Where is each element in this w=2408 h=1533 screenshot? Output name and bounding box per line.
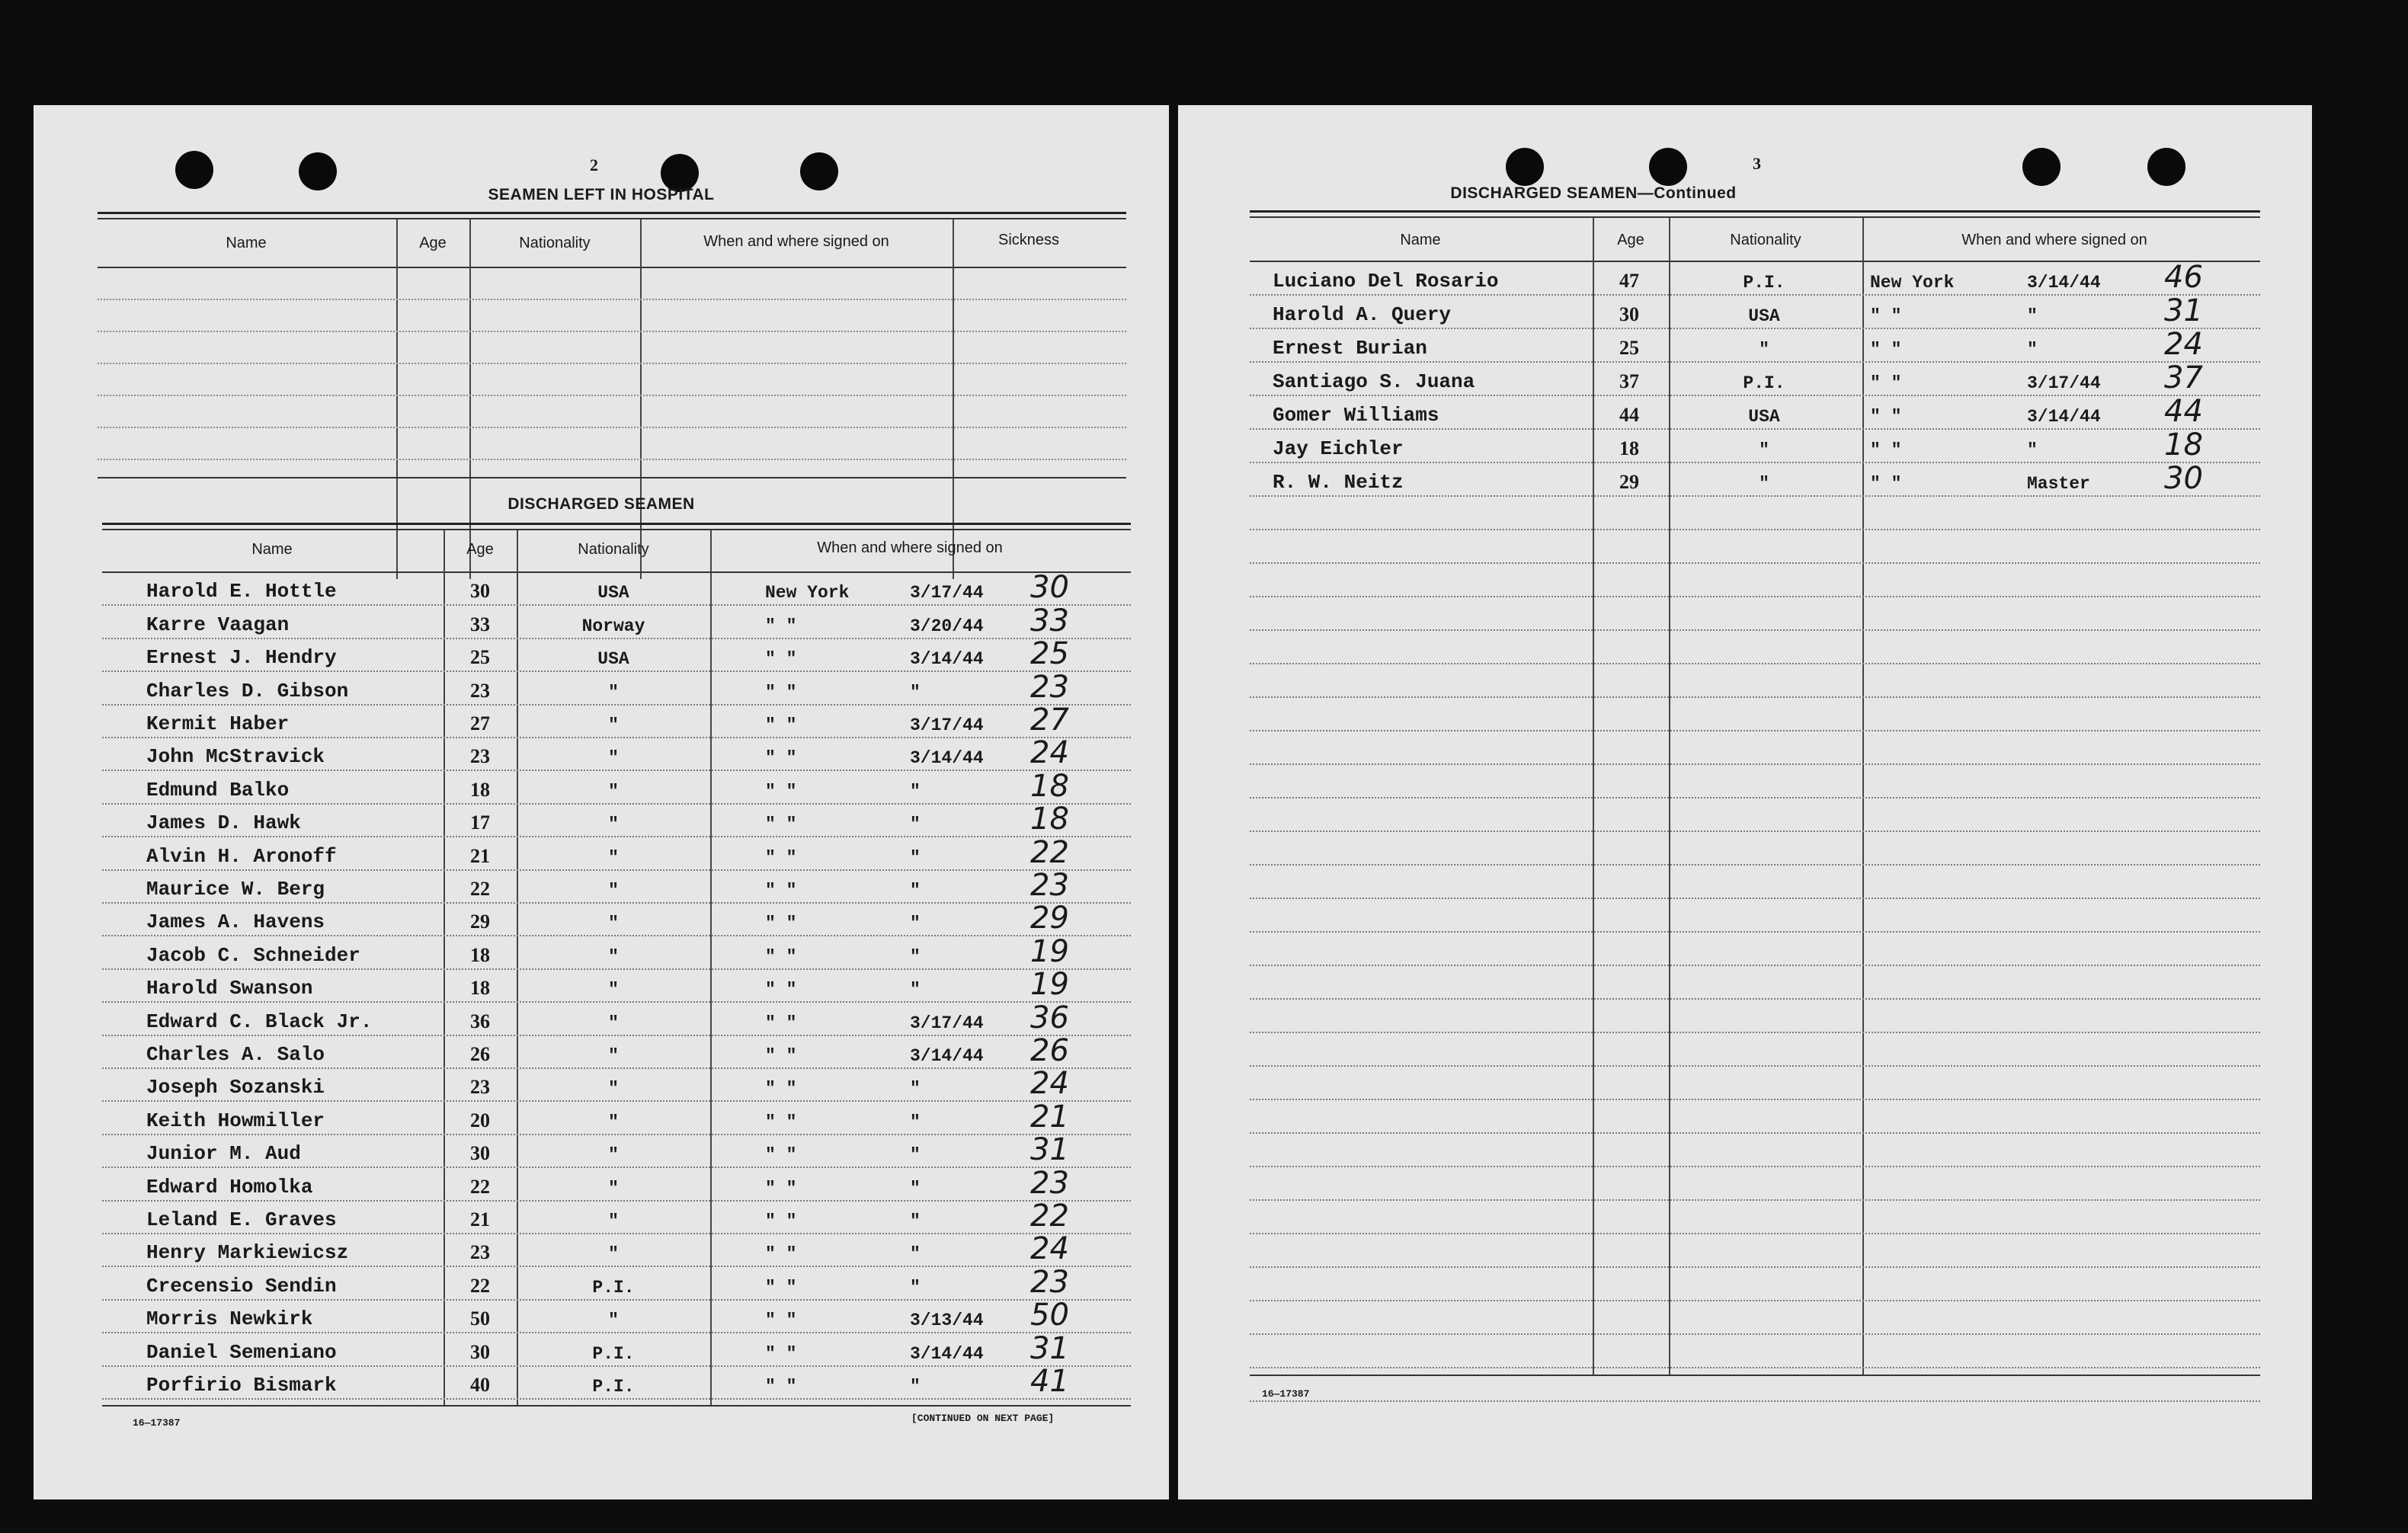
handwritten-age: 31: [1030, 1132, 1069, 1168]
blank-row: [1250, 1067, 2260, 1100]
seaman-name: Ernest J. Hendry: [146, 646, 337, 670]
seaman-name: Morris Newkirk: [146, 1307, 313, 1331]
seaman-nationality: USA: [597, 649, 629, 670]
blank-row: [1250, 1335, 2260, 1368]
blank-row: [1250, 698, 2260, 731]
binder-hole: [299, 152, 337, 190]
signed-on-date: ": [910, 1145, 921, 1166]
table-row: [102, 933, 1131, 969]
table-row: [1250, 360, 2260, 396]
signed-on-date: 3/17/44: [910, 1013, 984, 1033]
handwritten-age: 23: [1030, 1165, 1069, 1201]
table-row: [102, 735, 1131, 771]
binder-hole: [2022, 148, 2061, 186]
signed-on-place: " ": [765, 1211, 797, 1231]
signed-on-place: " ": [765, 914, 797, 934]
table-row: [102, 1066, 1131, 1102]
table-row: [102, 1132, 1131, 1168]
signed-on-date: 3/14/44: [910, 649, 984, 670]
signed-on-date: ": [910, 1211, 921, 1231]
blank-row: [1250, 1268, 2260, 1301]
handwritten-age: 18: [1030, 802, 1069, 837]
blank-row: [1250, 1201, 2260, 1234]
seaman-name: Edward C. Black Jr.: [146, 1010, 373, 1033]
seaman-name: Harold Swanson: [146, 977, 313, 1000]
blank-row: [1250, 1234, 2260, 1268]
signed-on-place: " ": [765, 1112, 797, 1132]
seaman-nationality: USA: [1748, 407, 1780, 427]
right-page: [1178, 105, 2312, 1499]
signed-on-date: ": [910, 1376, 921, 1397]
seaman-age: 23: [470, 1241, 490, 1264]
seaman-name: R. W. Neitz: [1273, 471, 1404, 494]
signed-on-place: " ": [765, 1277, 797, 1298]
table-row: [102, 1198, 1131, 1234]
handwritten-age: 23: [1030, 669, 1069, 705]
seaman-name: Harold E. Hottle: [146, 580, 337, 603]
seaman-age: 29: [1619, 471, 1639, 493]
form-number: 16—17387: [133, 1417, 181, 1429]
signed-on-date: ": [910, 1112, 921, 1132]
handwritten-age: 23: [1030, 1264, 1069, 1300]
seaman-name: James A. Havens: [146, 911, 325, 934]
table-row: [102, 1000, 1131, 1035]
seaman-name: Ernest Burian: [1273, 337, 1427, 360]
signed-on-place: " ": [765, 616, 797, 636]
blank-row: [1250, 832, 2260, 866]
binder-hole: [2147, 148, 2185, 186]
table-row: [1250, 463, 2260, 497]
col-header-name: Name: [1400, 232, 1441, 248]
seaman-name: Kermit Haber: [146, 712, 290, 735]
table-row: [102, 702, 1131, 738]
seaman-age: 23: [470, 745, 490, 768]
handwritten-age: 25: [1030, 636, 1069, 672]
col-header-age: Age: [466, 541, 494, 558]
handwritten-age: 30: [2164, 461, 2203, 496]
seaman-nationality: ": [608, 847, 619, 868]
handwritten-age: 31: [2164, 293, 2203, 328]
seaman-nationality: ": [1759, 340, 1769, 360]
signed-on-place: " ": [1870, 340, 1902, 360]
seaman-nationality: ": [608, 1145, 619, 1166]
handwritten-age: 19: [1030, 933, 1069, 969]
seaman-age: 36: [470, 1010, 490, 1032]
blank-row: [1250, 933, 2260, 966]
table-row: [102, 570, 1131, 606]
seaman-name: Porfirio Bismark: [146, 1373, 337, 1397]
signed-on-date: 3/20/44: [910, 616, 984, 636]
seaman-age: 18: [470, 943, 490, 966]
table-row: [102, 1298, 1131, 1333]
seaman-nationality: ": [608, 1112, 619, 1132]
signed-on-date: ": [2027, 340, 2038, 360]
table-row: [102, 1165, 1131, 1201]
seaman-nationality: ": [608, 682, 619, 702]
signed-on-place: " ": [765, 1376, 797, 1397]
handwritten-age: 24: [2164, 327, 2203, 362]
handwritten-age: 23: [1030, 867, 1069, 903]
seaman-age: 26: [470, 1042, 490, 1065]
table-row: [102, 768, 1131, 804]
seaman-age: 44: [1619, 404, 1639, 426]
seaman-age: 17: [470, 811, 490, 834]
blank-row: [1250, 866, 2260, 899]
signed-on-date: 3/14/44: [2027, 407, 2101, 427]
handwritten-age: 37: [2164, 360, 2203, 395]
seaman-name: Crecensio Sendin: [146, 1274, 337, 1298]
signed-on-place: " ": [765, 781, 797, 802]
table-row: [102, 636, 1131, 672]
table-row: [102, 603, 1131, 638]
blank-row: [1250, 1301, 2260, 1335]
signed-on-date: 3/17/44: [910, 715, 984, 735]
col-header-age: Age: [1617, 232, 1644, 248]
seaman-name: Harold A. Query: [1273, 303, 1452, 326]
signed-on-date: ": [910, 815, 921, 835]
signed-on-place: " ": [1870, 440, 1902, 460]
table-row: [102, 967, 1131, 1003]
seaman-age: 50: [470, 1307, 490, 1330]
seaman-name: James D. Hawk: [146, 811, 301, 835]
signed-on-date: Master: [2027, 474, 2090, 494]
seaman-nationality: ": [608, 815, 619, 835]
seaman-age: 18: [1619, 437, 1639, 459]
seaman-name: Edmund Balko: [146, 778, 290, 802]
blank-row: [1250, 966, 2260, 1000]
seaman-nationality: ": [608, 1244, 619, 1265]
blank-row: [1250, 1368, 2260, 1402]
signed-on-date: 3/14/44: [910, 748, 984, 769]
binder-hole: [1649, 148, 1687, 186]
signed-on-date: 3/13/44: [910, 1311, 984, 1331]
signed-on-place: " ": [765, 1178, 797, 1199]
table-row: [102, 1264, 1131, 1300]
seaman-nationality: ": [608, 946, 619, 967]
page-number: 3: [1753, 154, 1761, 173]
signed-on-place: " ": [765, 715, 797, 735]
seaman-age: 25: [470, 646, 490, 669]
seaman-nationality: ": [1759, 474, 1769, 494]
continued-note: [CONTINUED ON NEXT PAGE]: [911, 1413, 1055, 1424]
signed-on-date: ": [2027, 440, 2038, 460]
table-row: [1250, 329, 2260, 363]
seaman-name: Maurice W. Berg: [146, 877, 325, 901]
seaman-name: Henry Markiewicsz: [146, 1241, 349, 1265]
seaman-age: 21: [470, 1208, 490, 1231]
table-row: [1250, 262, 2260, 296]
seaman-age: 23: [470, 1076, 490, 1099]
signed-on-date: ": [910, 1277, 921, 1298]
seaman-nationality: ": [608, 914, 619, 934]
col-header-nationality: Nationality: [519, 235, 591, 251]
discharged-continued-title: DISCHARGED SEAMEN—Continued: [1450, 184, 1737, 202]
blank-row: [1250, 1000, 2260, 1033]
seaman-age: 30: [1619, 303, 1639, 325]
col-header-name: Name: [251, 541, 293, 558]
signed-on-place: " ": [765, 1343, 797, 1364]
seaman-name: Jay Eichler: [1273, 437, 1404, 460]
seaman-age: 25: [1619, 337, 1639, 359]
blank-row: [1250, 664, 2260, 698]
signed-on-date: ": [910, 781, 921, 802]
seaman-name: Luciano Del Rosario: [1273, 270, 1499, 293]
signed-on-place: " ": [1870, 373, 1902, 393]
blank-row: [1250, 564, 2260, 597]
signed-on-date: ": [2027, 306, 2038, 326]
form-number: 16—17387: [1262, 1388, 1310, 1400]
table-row: [1250, 293, 2260, 329]
seaman-age: 30: [470, 1142, 490, 1165]
seaman-nationality: USA: [597, 583, 629, 603]
seaman-name: John McStravick: [146, 745, 325, 769]
handwritten-age: 22: [1030, 834, 1069, 870]
handwritten-age: 24: [1030, 1066, 1069, 1102]
seaman-nationality: P.I.: [1743, 373, 1785, 393]
seaman-nationality: P.I.: [592, 1343, 635, 1364]
seaman-nationality: ": [608, 781, 619, 802]
table-row: [1250, 427, 2260, 463]
blank-row: [1250, 731, 2260, 765]
blank-row: [1250, 765, 2260, 799]
seaman-age: 30: [470, 1340, 490, 1363]
seaman-name: Charles D. Gibson: [146, 679, 349, 702]
seaman-age: 29: [470, 911, 490, 933]
seaman-age: 22: [470, 1175, 490, 1198]
seaman-age: 20: [470, 1109, 490, 1131]
signed-on-date: ": [910, 946, 921, 967]
col-header-signed-on: When and where signed on: [703, 233, 889, 250]
seaman-nationality: ": [608, 980, 619, 1000]
signed-on-date: ": [910, 1244, 921, 1265]
signed-on-place: " ": [765, 980, 797, 1000]
signed-on-date: ": [910, 847, 921, 868]
seaman-nationality: ": [608, 1079, 619, 1099]
seaman-nationality: ": [608, 748, 619, 769]
handwritten-age: 41: [1030, 1363, 1069, 1399]
seaman-nationality: P.I.: [1743, 273, 1785, 293]
table-row: [102, 802, 1131, 837]
signed-on-place: " ": [765, 847, 797, 868]
handwritten-age: 19: [1030, 967, 1069, 1003]
seaman-nationality: ": [608, 715, 619, 735]
col-header-nationality: Nationality: [1730, 232, 1801, 248]
seaman-age: 22: [470, 877, 490, 900]
handwritten-age: 44: [2164, 394, 2203, 429]
table-row: [102, 1363, 1131, 1400]
signed-on-date: ": [910, 682, 921, 702]
blank-row: [1250, 497, 2260, 530]
seaman-name: Karre Vaagan: [146, 613, 290, 636]
left-page: [34, 105, 1169, 1499]
col-header-signed-on: When and where signed on: [1961, 232, 2147, 248]
handwritten-age: 24: [1030, 1231, 1069, 1267]
handwritten-age: 22: [1030, 1198, 1069, 1234]
signed-on-date: ": [910, 1079, 921, 1099]
signed-on-date: ": [910, 914, 921, 934]
seaman-nationality: ": [1759, 440, 1769, 460]
seaman-age: 18: [470, 977, 490, 1000]
seaman-name: Santiago S. Juana: [1273, 370, 1475, 393]
table-row: [102, 1032, 1131, 1069]
seaman-age: 18: [470, 778, 490, 801]
handwritten-age: 18: [2164, 427, 2203, 462]
handwritten-age: 50: [1030, 1298, 1069, 1333]
col-header-age: Age: [419, 235, 447, 251]
signed-on-date: ": [910, 1178, 921, 1199]
seaman-name: Leland E. Graves: [146, 1208, 337, 1231]
hospital-title: SEAMEN LEFT IN HOSPITAL: [488, 186, 715, 203]
signed-on-place: " ": [765, 1311, 797, 1331]
seaman-nationality: P.I.: [592, 1376, 635, 1397]
handwritten-age: 24: [1030, 735, 1069, 771]
seaman-nationality: ": [608, 1311, 619, 1331]
seaman-age: 21: [470, 844, 490, 867]
seaman-age: 23: [470, 679, 490, 702]
page-number: 2: [590, 155, 598, 174]
col-header-signed-on: When and where signed on: [817, 539, 1003, 556]
seaman-nationality: ": [608, 1013, 619, 1033]
binder-hole: [800, 152, 838, 190]
handwritten-age: 18: [1030, 768, 1069, 804]
binder-hole: [1506, 148, 1544, 186]
blank-row: [1250, 1167, 2260, 1201]
seaman-nationality: USA: [1748, 306, 1780, 326]
signed-on-date: ": [910, 880, 921, 901]
signed-on-place: " ": [765, 1079, 797, 1099]
blank-row: [1250, 530, 2260, 564]
signed-on-place: " ": [1870, 407, 1902, 427]
seaman-nationality: ": [608, 1211, 619, 1231]
col-header-name: Name: [226, 235, 267, 251]
handwritten-age: 31: [1030, 1330, 1069, 1366]
seaman-age: 33: [470, 613, 490, 635]
signed-on-place: " ": [765, 1013, 797, 1033]
signed-on-place: " ": [765, 815, 797, 835]
col-header-sickness: Sickness: [997, 232, 1060, 248]
signed-on-date: 3/14/44: [2027, 273, 2101, 293]
table-row: [102, 1231, 1131, 1267]
signed-on-date: 3/17/44: [2027, 373, 2101, 393]
signed-on-date: 3/17/44: [910, 583, 984, 603]
signed-on-place: " ": [765, 946, 797, 967]
handwritten-age: 26: [1030, 1032, 1069, 1068]
handwritten-age: 30: [1030, 570, 1069, 606]
blank-row: [1250, 799, 2260, 832]
signed-on-place: " ": [765, 748, 797, 769]
seaman-name: Junior M. Aud: [146, 1142, 301, 1166]
table-row: [102, 1330, 1131, 1366]
handwritten-age: 29: [1030, 901, 1069, 936]
seaman-age: 22: [470, 1274, 490, 1297]
signed-on-place: " ": [765, 880, 797, 901]
signed-on-date: 3/14/44: [910, 1045, 984, 1066]
binder-hole: [175, 151, 213, 189]
signed-on-place: " ": [765, 682, 797, 702]
col-header-nationality: Nationality: [578, 541, 649, 558]
signed-on-place: " ": [765, 1145, 797, 1166]
signed-on-place: " ": [1870, 474, 1902, 494]
blank-row: [1250, 597, 2260, 631]
seaman-name: Alvin H. Aronoff: [146, 844, 337, 868]
seaman-name: Gomer Williams: [1273, 404, 1439, 427]
signed-on-place: " ": [765, 1244, 797, 1265]
table-row: [102, 834, 1131, 870]
seaman-name: Jacob C. Schneider: [146, 943, 360, 967]
handwritten-age: 27: [1030, 702, 1069, 738]
blank-row: [1250, 1134, 2260, 1167]
seaman-age: 30: [470, 580, 490, 603]
seaman-name: Charles A. Salo: [146, 1042, 325, 1066]
seaman-age: 40: [470, 1373, 490, 1396]
seaman-nationality: ": [608, 1045, 619, 1066]
seaman-nationality: Norway: [581, 616, 645, 636]
signed-on-place: New York: [1870, 273, 1955, 293]
seaman-nationality: ": [608, 880, 619, 901]
handwritten-age: 21: [1030, 1099, 1069, 1135]
seaman-name: Joseph Sozanski: [146, 1076, 325, 1099]
seaman-name: Keith Howmiller: [146, 1109, 325, 1132]
table-row: [102, 669, 1131, 705]
blank-row: [1250, 899, 2260, 933]
seaman-nationality: P.I.: [592, 1277, 635, 1298]
blank-row: [1250, 1100, 2260, 1134]
seaman-name: Daniel Semeniano: [146, 1340, 337, 1364]
table-row: [102, 1099, 1131, 1135]
seaman-age: 47: [1619, 270, 1639, 292]
signed-on-place: New York: [765, 583, 850, 603]
discharged-title: DISCHARGED SEAMEN: [508, 495, 695, 513]
seaman-age: 37: [1619, 370, 1639, 392]
signed-on-date: 3/14/44: [910, 1343, 984, 1364]
table-row: [102, 867, 1131, 904]
handwritten-age: 36: [1030, 1000, 1069, 1035]
table-row: [1250, 396, 2260, 430]
handwritten-age: 46: [2164, 260, 2203, 295]
signed-on-place: " ": [1870, 306, 1902, 326]
signed-on-date: ": [910, 980, 921, 1000]
blank-row: [1250, 1033, 2260, 1067]
handwritten-age: 33: [1030, 603, 1069, 638]
seaman-nationality: ": [608, 1178, 619, 1199]
signed-on-place: " ": [765, 649, 797, 670]
blank-row: [1250, 631, 2260, 664]
seaman-age: 27: [470, 712, 490, 734]
table-row: [102, 901, 1131, 936]
signed-on-place: " ": [765, 1045, 797, 1066]
seaman-name: Edward Homolka: [146, 1175, 313, 1199]
